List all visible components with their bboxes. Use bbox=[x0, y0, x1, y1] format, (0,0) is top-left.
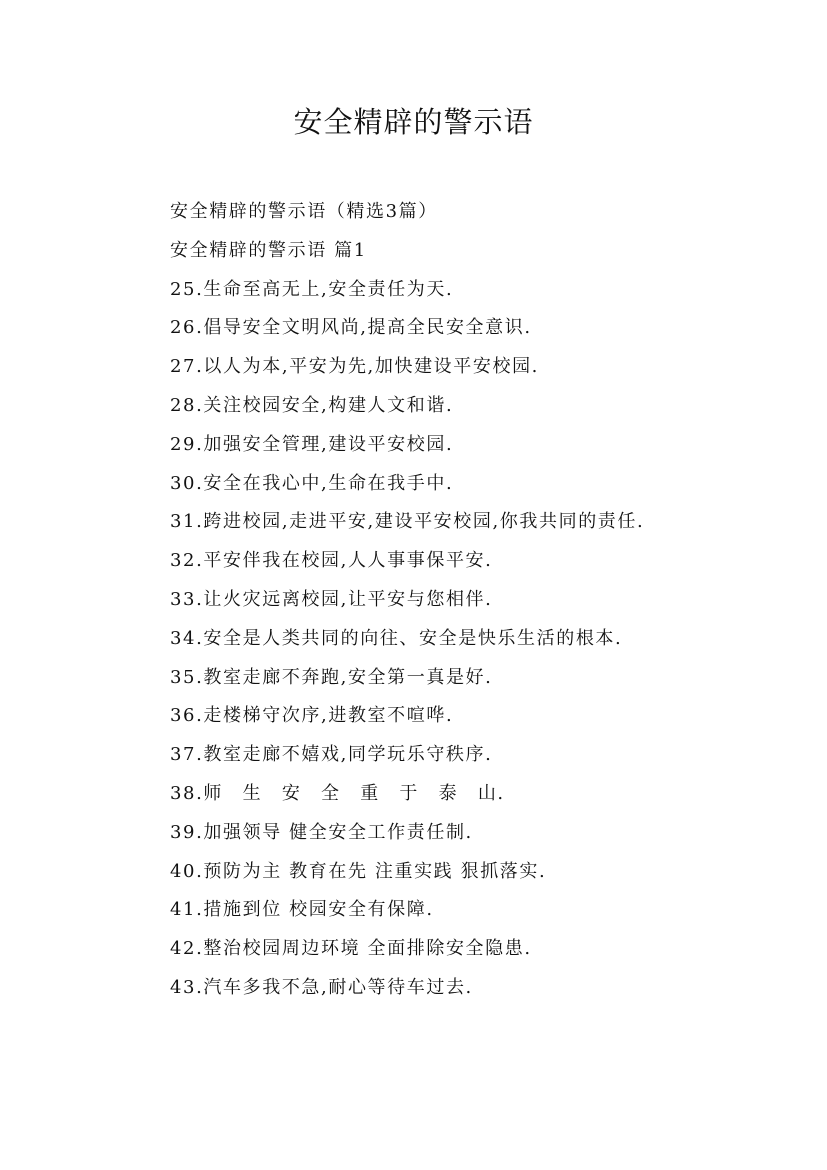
slogan-item: 27.以人为本,平安为先,加快建设平安校园. bbox=[170, 356, 539, 378]
slogan-item: 30.安全在我心中,生命在我手中. bbox=[170, 472, 454, 494]
slogan-item: 38.师 生 安 全 重 于 泰 山. bbox=[170, 782, 505, 804]
paragraph-section-heading: 安全精辟的警示语 篇1 bbox=[170, 239, 367, 261]
slogan-item: 39.加强领导 健全安全工作责任制. bbox=[170, 821, 473, 843]
slogan-item: 37.教室走廊不嬉戏,同学玩乐守秩序. bbox=[170, 744, 493, 766]
slogan-item: 32.平安伴我在校园,人人事事保平安. bbox=[170, 550, 493, 572]
slogan-item: 41.措施到位 校园安全有保障. bbox=[170, 899, 434, 921]
slogan-item: 43.汽车多我不急,耐心等待车过去. bbox=[170, 976, 473, 998]
slogan-item: 40.预防为主 教育在先 注重实践 狠抓落实. bbox=[170, 860, 547, 882]
document-body bbox=[126, 193, 716, 1008]
slogan-item: 28.关注校园安全,构建人文和谐. bbox=[170, 394, 454, 416]
slogan-item: 42.整治校园周边环境 全面排除安全隐患. bbox=[170, 938, 532, 960]
slogan-item: 25.生命至高无上,安全责任为天. bbox=[170, 278, 454, 300]
slogan-item: 26.倡导安全文明风尚,提高全民安全意识. bbox=[170, 317, 532, 339]
slogan-item: 35.教室走廊不奔跑,安全第一真是好. bbox=[170, 666, 493, 688]
slogan-item: 31.跨进校园,走进平安,建设平安校园,你我共同的责任. bbox=[170, 511, 645, 533]
slogan-item: 33.让火灾远离校园,让平安与您相伴. bbox=[170, 588, 493, 610]
slogan-item: 29.加强安全管理,建设平安校园. bbox=[170, 433, 454, 455]
slogan-item: 36.走楼梯守次序,进教室不喧哗. bbox=[170, 705, 454, 727]
paragraph-intro: 安全精辟的警示语（精选3篇） bbox=[170, 201, 438, 222]
slogan-item: 34.安全是人类共同的向往、安全是快乐生活的根本. bbox=[170, 627, 623, 649]
document-title: 安全精辟的警示语 bbox=[293, 105, 534, 139]
